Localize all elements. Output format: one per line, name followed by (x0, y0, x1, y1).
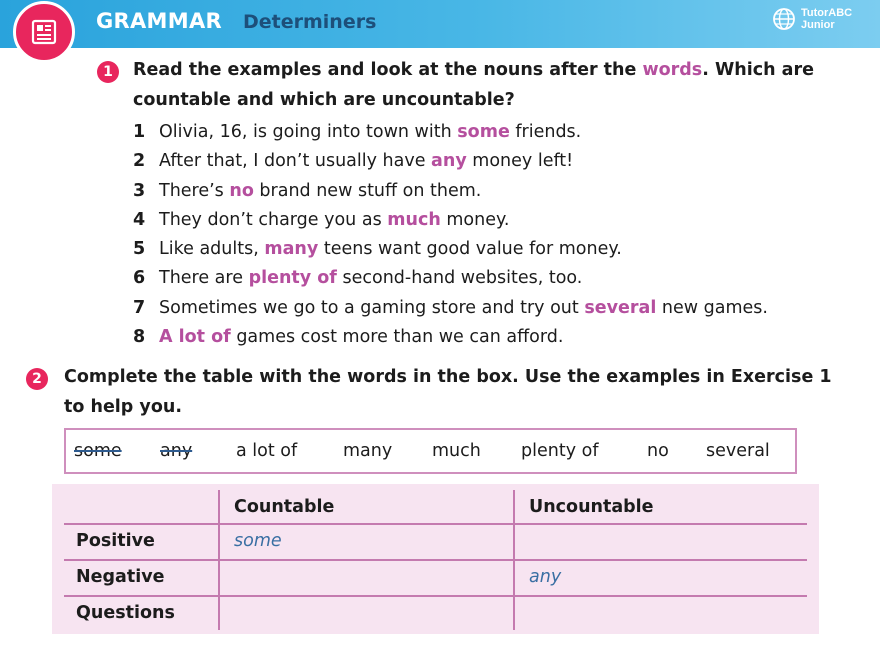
table-divider (64, 595, 807, 597)
item-number: 7 (133, 297, 146, 318)
instruction-text: Complete the table with the words in the box. Use the examples in Exercise 1 (64, 367, 832, 387)
instruction-text: . Which are (702, 60, 814, 80)
item-determiner: A lot of (159, 327, 231, 348)
item-text: new games. (656, 297, 768, 318)
item-text: There’s (159, 180, 230, 201)
item-determiner: any (431, 151, 467, 172)
item-text: second-hand websites, too. (336, 268, 583, 289)
instruction-text: to help you. (64, 397, 182, 417)
table-cell-answer: any (529, 567, 562, 587)
item-text: games cost more than we can afford. (230, 327, 564, 348)
item-determiner: much (387, 209, 441, 230)
item-text: Olivia, 16, is going into town with (159, 122, 458, 142)
item-determiner: several (584, 297, 657, 318)
item-determiner: many (264, 239, 319, 260)
list-item (133, 264, 768, 293)
exercise-2-instruction (64, 362, 864, 422)
grammar-badge (13, 1, 75, 63)
instruction-highlight: words (642, 60, 703, 80)
list-item (133, 294, 768, 323)
item-text: money left! (466, 151, 574, 172)
list-item (133, 118, 768, 147)
word-box-item: some (74, 441, 122, 461)
word-box-item: a lot of (236, 441, 298, 461)
exercise-1-number: 1 (97, 61, 119, 83)
list-item (133, 177, 768, 206)
item-text: money. (440, 209, 510, 230)
item-text: brand new stuff on them. (253, 180, 482, 201)
instruction-text: countable and which are uncountable? (133, 90, 515, 110)
header-banner (0, 0, 880, 48)
item-number: 2 (133, 151, 146, 172)
table-row-label: Questions (76, 603, 175, 623)
table-cell-answer: some (234, 531, 282, 551)
word-box-item: plenty of (521, 441, 599, 461)
determiner-table (52, 484, 819, 634)
word-box (64, 428, 797, 474)
item-text: There are (159, 268, 249, 289)
exercise-1-instruction (133, 55, 868, 115)
list-item (133, 147, 768, 176)
table-header-uncountable: Uncountable (529, 497, 654, 517)
word-box-item: many (343, 441, 393, 461)
table-divider (64, 559, 807, 561)
brand-globe-icon (772, 7, 796, 31)
list-item (133, 323, 768, 352)
item-determiner: no (229, 180, 254, 201)
table-header-countable: Countable (234, 497, 335, 517)
brand-tagline: Junior (801, 19, 835, 31)
word-box-item: any (160, 441, 193, 461)
brand-name: TutorABC (801, 7, 853, 19)
exercise-2-number: 2 (26, 368, 48, 390)
section-subtitle: Determiners (243, 11, 377, 33)
item-text: teens want good value for money. (318, 239, 622, 260)
example-sentence-list (133, 118, 768, 352)
item-text: They don’t charge you as (159, 209, 388, 230)
word-box-item: no (647, 441, 669, 461)
item-number: 1 (133, 122, 146, 142)
item-number: 3 (133, 180, 146, 201)
word-box-item: much (432, 441, 481, 461)
item-text: friends. (509, 122, 582, 142)
item-number: 4 (133, 209, 146, 230)
word-box-item: several (706, 441, 770, 461)
item-text: After that, I don’t usually have (159, 151, 432, 172)
table-divider (64, 523, 807, 525)
table-row-label: Negative (76, 567, 165, 587)
item-number: 6 (133, 268, 146, 289)
table-row-label: Positive (76, 531, 155, 551)
instruction-text: Read the examples and look at the nouns after the (133, 60, 643, 80)
item-number: 5 (133, 239, 146, 260)
item-text: Sometimes we go to a gaming store and try out (159, 297, 585, 318)
book-page-icon (29, 17, 59, 47)
item-determiner: plenty of (248, 268, 337, 289)
item-determiner: some (457, 122, 510, 142)
item-number: 8 (133, 327, 146, 348)
section-title: GRAMMAR (96, 9, 222, 33)
item-text: Like adults, (159, 239, 265, 260)
list-item (133, 235, 768, 264)
list-item (133, 206, 768, 235)
brand-logo (772, 7, 852, 31)
